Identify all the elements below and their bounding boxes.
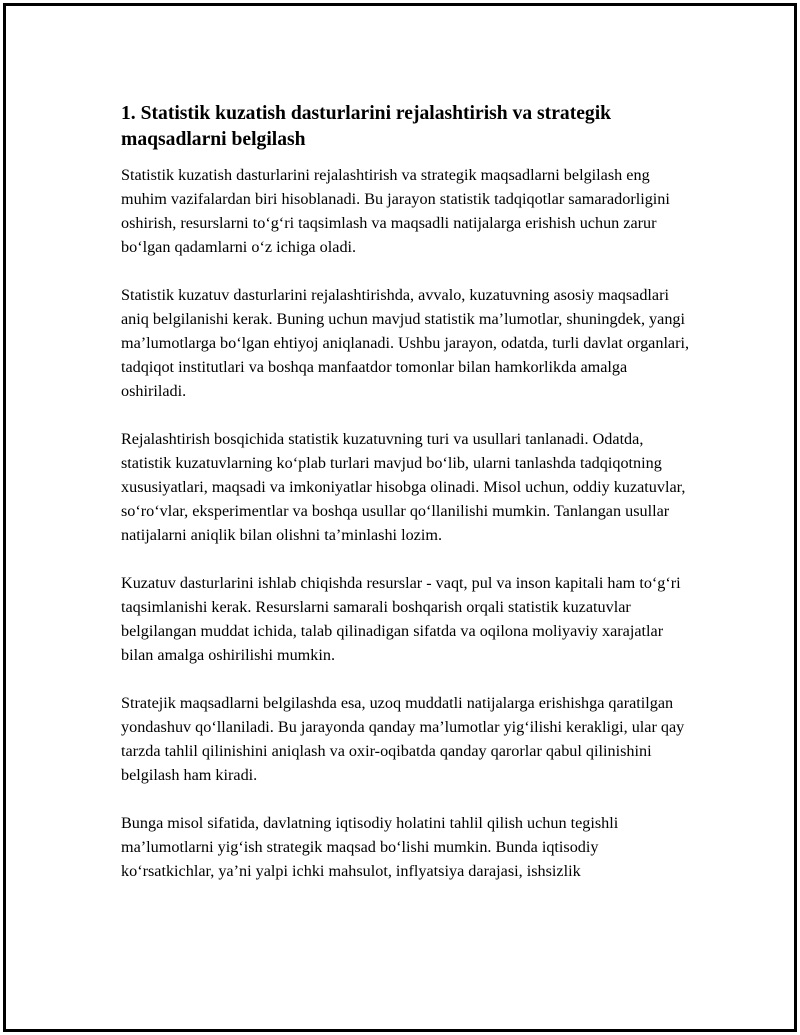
section-heading: 1. Statistik kuzatish dasturlarini rejalashtirish va strategik maqsadlarni belgilash [121,103,612,150]
document-body [121,101,691,907]
paragraph: Statistik kuzatuv dasturlarini rejalashtirishda, avvalo, kuzatuvning asosiy maqsadlari aniq belgilanishi kerak. Buning uchun mavjud statistik ma’lumotlar, shuningdek, yangi ma’lumotlarga bo‘lgan ehtiyoj aniqlanadi. Ushbu jarayon, odatda, turli davlat organlari, tadqiqot institutlari va boshqa manfaatdor tomonlar bilan hamkorlikda amalga oshiriladi. [121,286,690,400]
paragraph: Bunga misol sifatida, davlatning iqtisodiy holatini tahlil qilish uchun tegishli ma’lumotlarni yig‘ish strategik maqsad bo‘lishi mumkin. Bunda iqtisodiy ko‘rsatkichlar, ya’ni yalpi ichki mahsulot, inflyatsiya darajasi, ishsizlik [121,814,619,880]
paragraph: Stratejik maqsadlarni belgilashda esa, uzoq muddatli natijalarga erishishga qaratilgan yondashuv qo‘llaniladi. Bu jarayonda qanday ma’lumotlar yig‘ilishi kerakligi, ular qay tarzda tahlil qilinishini aniqlash va oxir-oqibatda qanday qarorlar qabul qilinishini belgilash ham kiradi. [121,694,685,784]
paragraph: Statistik kuzatish dasturlarini rejalashtirish va strategik maqsadlarni belgilash eng muhim vazifalardan biri hisoblanadi. Bu jarayon statistik tadqiqotlar samaradorligini oshirish, resurslarni to‘g‘ri taqsimlash va maqsadli natijalarga erishish uchun zarur bo‘lgan qadamlarni o‘z ichiga oladi. [121,166,670,256]
paragraph: Rejalashtirish bosqichida statistik kuzatuvning turi va usullari tanlanadi. Odatda, statistik kuzatuvlarning ko‘plab turlari mavjud bo‘lib, ularni tanlashda tadqiqotning xususiyatlari, maqsadi va imkoniyatlar hisobga olinadi. Misol uchun, oddiy kuzatuvlar, so‘ro‘vlar, eksperimentlar va boshqa usullar qo‘llanilishi mumkin. Tanlangan usullar natijalarni aniqlik bilan olishni ta’minlashi lozim. [121,430,686,544]
paragraph: Kuzatuv dasturlarini ishlab chiqishda resurslar - vaqt, pul va inson kapitali ham to‘g‘ri taqsimlanishi kerak. Resurslarni samarali boshqarish orqali statistik kuzatuvlar belgilangan muddat ichida, talab qilinadigan sifatda va oqilona moliyaviy xarajatlar bilan amalga oshirilishi mumkin. [121,574,681,664]
page-frame [3,3,797,1032]
